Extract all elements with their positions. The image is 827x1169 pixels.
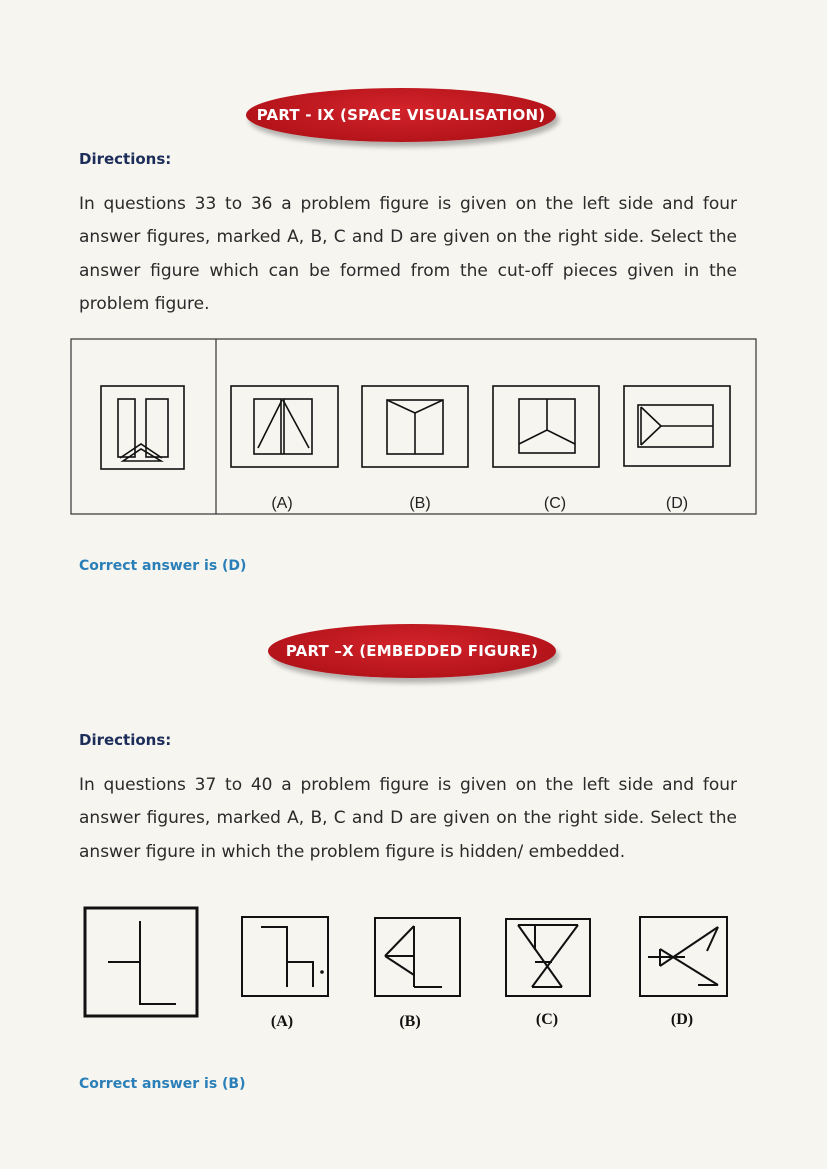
directions-label-2: Directions:: [79, 731, 172, 749]
part-x-heading-text: PART –X (EMBEDDED FIGURE): [285, 642, 539, 660]
option-figure-d: [624, 386, 730, 466]
embedded-option-a: [242, 917, 328, 996]
part-ix-heading-text: PART - IX (SPACE VISUALISATION): [256, 106, 546, 124]
directions-text-1: In questions 33 to 36 a problem figure is given on the left side and four answer figures, marked A, B, C and D are given on the right side. Select the answer figure which can be formed from the cut-off pieces given in the problem figure.: [79, 194, 737, 314]
problem-figure-1: [101, 386, 184, 469]
problem-figure-2: [85, 908, 197, 1016]
option-figure-b: [362, 386, 468, 467]
part-ix-heading: [246, 88, 556, 142]
embedded-option-c: [506, 919, 590, 996]
embedded-label-c: (C): [535, 1011, 559, 1028]
correct-answer-1: Correct answer is (D): [79, 558, 247, 574]
embedded-option-d: [640, 917, 727, 996]
embedded-label-d: (D): [670, 1011, 694, 1028]
option-figure-a: [231, 386, 338, 467]
embedded-label-a: (A): [270, 1013, 294, 1030]
part-x-heading: [268, 624, 556, 678]
option-label-b: (B): [409, 495, 431, 512]
option-label-a: (A): [271, 495, 293, 512]
correct-answer-2: Correct answer is (B): [79, 1076, 246, 1092]
option-label-d: (D): [665, 495, 689, 512]
option-label-c: (C): [543, 495, 567, 512]
directions-text-2: In questions 37 to 40 a problem figure is given on the left side and four answer figures, marked A, B, C and D are given on the right side. Select the answer figure in which the problem figure is hidden/ embedded.: [79, 775, 737, 862]
embedded-label-b: (B): [399, 1013, 421, 1030]
directions-label-1: Directions:: [79, 150, 172, 168]
embedded-option-b: [375, 918, 460, 996]
option-figure-c: [493, 386, 599, 467]
figure-table-border: [71, 339, 756, 514]
